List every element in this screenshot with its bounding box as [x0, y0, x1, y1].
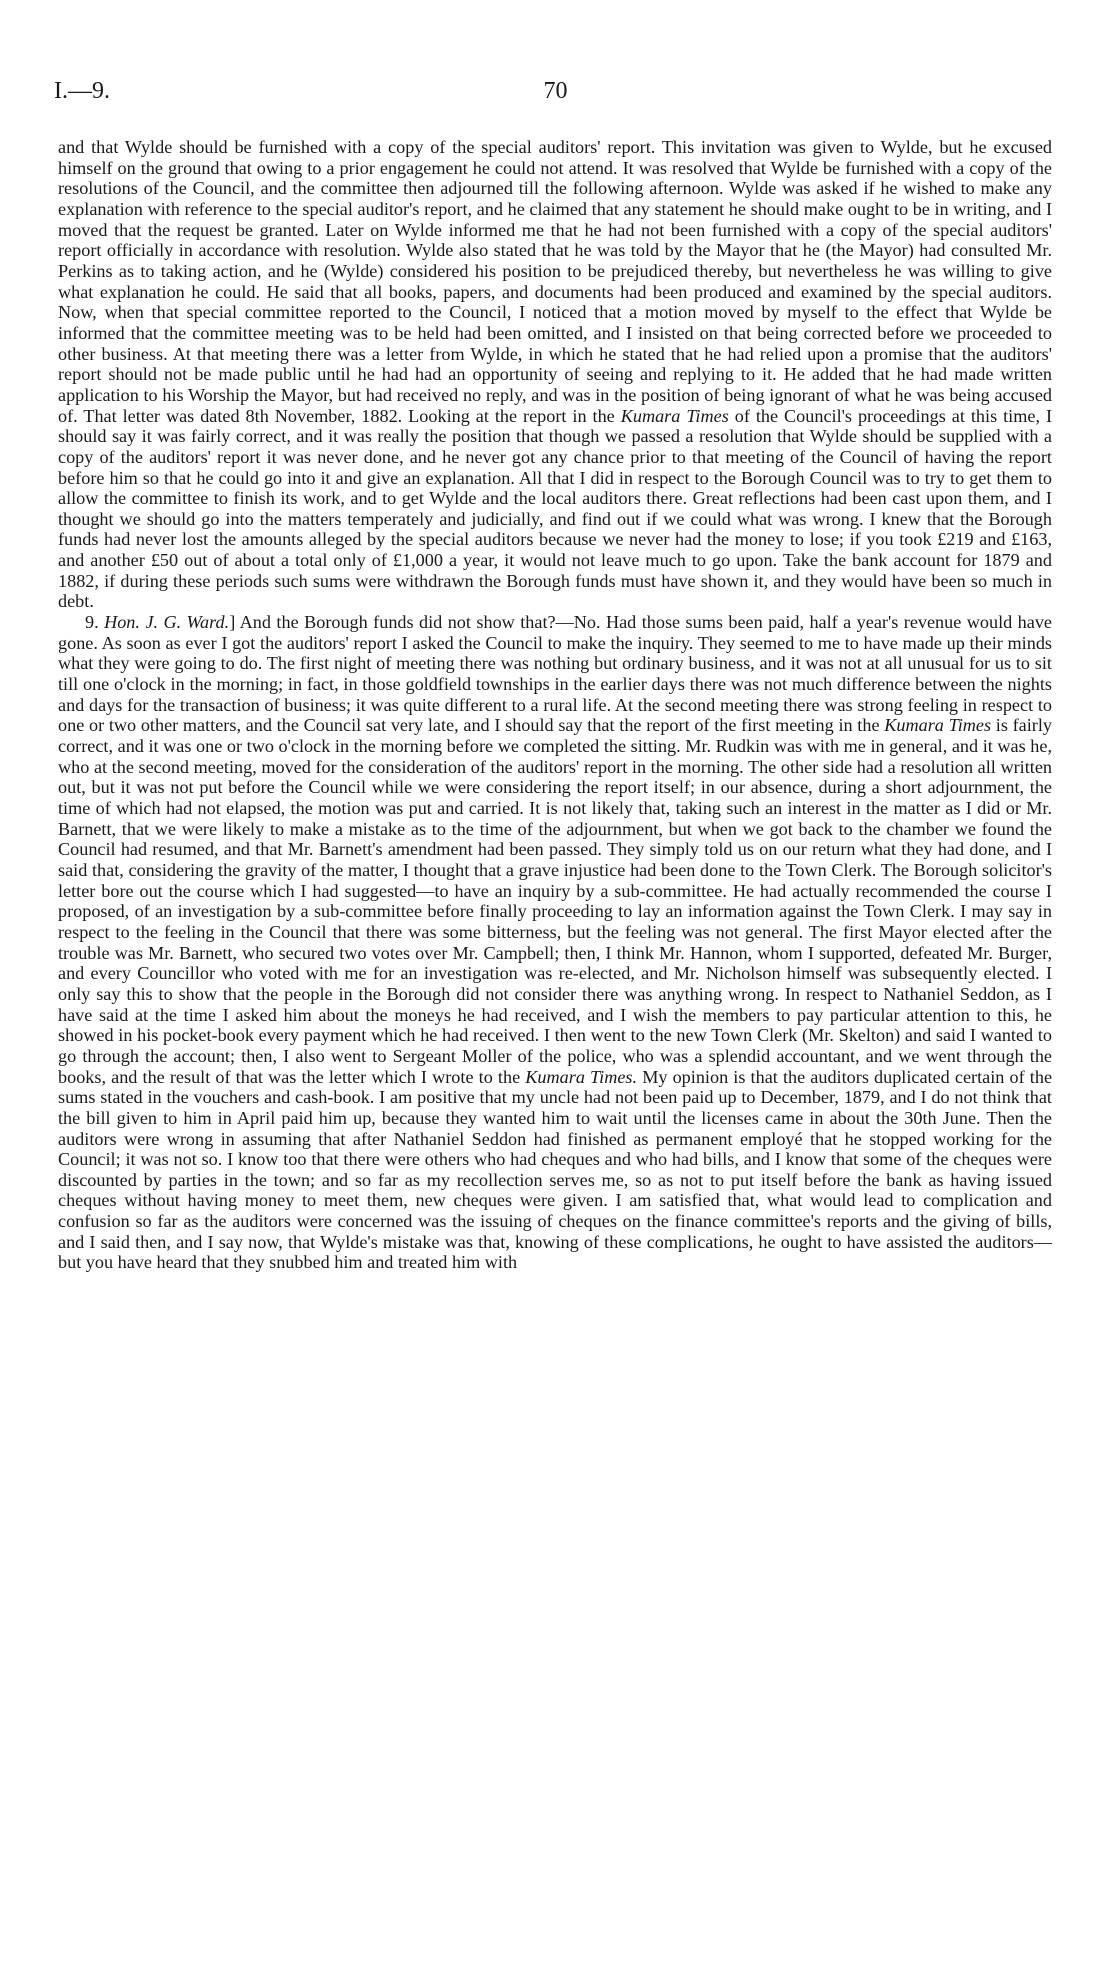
questioner-name: Hon. J. G. Ward. — [104, 612, 230, 633]
newspaper-title: Kumara Times. — [525, 1066, 638, 1087]
text-run: ] And the Borough funds did not show that?—No. Had those sums been paid, half a year's revenue would have gone. As soon as ever I got the auditors' report I asked the Council to make the inquiry. They seemed to me to have made up their minds what they were going to do. The first night of meeting there was nothing but ordinary business, and it was not at all unusual for us to sit till one o'clock in the morning; in fact, in those goldfield townships in the earlier days there was not much difference between the nights and days for the transaction of business; it was quite different to a rural life. At the second meeting there was strong feeling in respect to one or two other matters, and the Council sat very late, and I should say that the report of the first meeting in the — [58, 612, 1052, 736]
question-number: 9. — [85, 612, 99, 633]
text-run: My opinion is that the auditors duplicated certain of the sums stated in the vouchers and cash-book. I am positive that my uncle had not been paid up to December, 1879, and I do not think that the bill given to him in April paid him up, because they wanted him to wait until the licenses came in about the 30th June. Then the auditors were wrong in assuming that after Nathaniel Seddon had finished as permanent employé that he stopped working for the Council; it was not so. I know too that there were others who had cheques and who had bills, and I know that some of the cheques were discounted by parties in the town; and so far as my recollection serves me, so as not to put itself before the bank as having issued cheques without having money to meet them, new cheques were given. I am satisfied that, what would lead to complication and confusion so far as the auditors were concerned was the issuing of cheques on the finance committee's reports and the giving of bills, and I said then, and I say now, that Wylde's mistake was that, knowing of these complications, he ought to have assisted the auditors—but you have heard that they snubbed him and treated him with — [58, 1066, 1053, 1273]
text-run: and that Wylde should be furnished with a copy of the special auditors' report. This invitation was given to Wylde, but he excused himself on the ground that owing to a prior engagement he could not attend. It was resolved that Wylde be furnished with a copy of the resolutions of the Council, and the committee then adjourned till the following afternoon. Wylde was asked if he wished to make any explanation with reference to the special auditor's report, and he claimed that any statement he should make ought to be in writing, and I moved that the request be granted. Later on Wylde informed me that he had not been furnished with a copy of the special auditors' report officially in accordance with resolution. Wylde also stated that he was told by the Mayor that he (the Mayor) had consulted Mr. Perkins as to taking action, and he (Wylde) considered his position to be prejudiced thereby, but nevertheless he was willing to give what explanation he could. He said that all books, papers, and documents had been produced and examined by the special auditors. Now, when that special committee reported to the Council, I noticed that a motion moved by myself to the effect that Wylde be informed that the committee meeting was to be held had been omitted, and I insisted on that being corrected before we proceeded to other business. At that meeting there was a letter from Wylde, in which he stated that he had relied upon a promise that the auditors' report should not be made public until he had had an opportunity of seeing and replying to it. He added that he had made written application to his Worship the Mayor, but had received no reply, and was in the position of being ignorant of what he was being accused of. That letter was dated 8th November, 1882. Looking at the report in the — [58, 137, 1052, 426]
text-run: is fairly correct, and it was one or two o'clock in the morning before we completed the sitting. Mr. Rudkin was with me in general, and it was he, who at the second meeting, moved for the consideration of the auditors' report in the morning. The other side had a resolution all written out, but it was not put before the Council while we were considering the report itself; in our absence, during a short adjournment, the time of which had not elapsed, the motion was put and carried. It is not likely that, taking such an interest in the matter as I did or Mr. Barnett, that we were likely to make a mistake as to the time of the adjournment, but when we got back to the chamber we found the Council had resumed, and that Mr. Barnett's amendment had been passed. They simply told us on our return what they had done, and I said that, considering the gravity of the matter, I thought that a grave injustice had been done to the Town Clerk. The Borough solicitor's letter bore out the course which I had suggested—to have an inquiry by a sub-committee. He had actually recommended the course I proposed, of an investigation by a sub-committee before finally proceeding to lay an information against the Town Clerk. I may say in respect to the feeling in the Council that there was some bitterness, but the feeling was not general. The first Mayor elected after the trouble was Mr. Barnett, who secured two votes over Mr. Campbell; then, I think Mr. Hannon, whom I supported, defeated Mr. Burger, and every Councillor who voted with me for an investigation was re-elected, and Mr. Nicholson himself was subsequently elected. I only say this to show that the people in the Borough did not consider there was anything wrong. In respect to Nathaniel Seddon, as I have said at the time I asked him about the moneys he had received, and I wish the members to pay particular attention to this, he showed in his pocket-book every payment which he had received. I then went to the new Town Clerk (Mr. Skelton) and said I wanted to go through the account; then, I also went to Sergeant Moller of the police, who was a splendid accountant, and we went through the books, and the result of that was the letter which I wrote to the — [58, 715, 1052, 1087]
paragraph-continuation — [58, 137, 1052, 612]
page-number: 70 — [543, 78, 568, 104]
page-body — [58, 137, 1052, 1273]
newspaper-title: Kumara Times — [884, 715, 992, 736]
text-run: of the Council's proceedings at this time, I should say it was fairly correct, and it was really the position that though we passed a resolution that Wylde should be supplied with a copy of the auditors' report it was never done, and he never got any chance prior to that meeting of the Council of having the report before him so that he could go into it and give an explanation. All that I did in respect to the Borough Council was to try to get them to allow the committee to finish its work, and to get Wylde and the local auditors there. Great reflections had been cast upon them, and I thought we should go into the matters temperately and judicially, and find out if we could what was wrong. I knew that the Borough funds had never lost the amounts alleged by the special auditors because we never had the money to lose; if you took £219 and £163, and another £50 out of about a total only of £1,000 a year, it would not leave much to go upon. Take the bank account for 1879 and 1882, if during these periods such sums were withdrawn the Borough funds must have shown it, and they would have been so much in debt. — [58, 405, 1053, 612]
paragraph-question-9 — [58, 612, 1052, 1273]
page-header — [54, 78, 1057, 112]
document-reference: I.—9. — [54, 78, 110, 104]
newspaper-title: Kumara Times — [620, 405, 729, 426]
